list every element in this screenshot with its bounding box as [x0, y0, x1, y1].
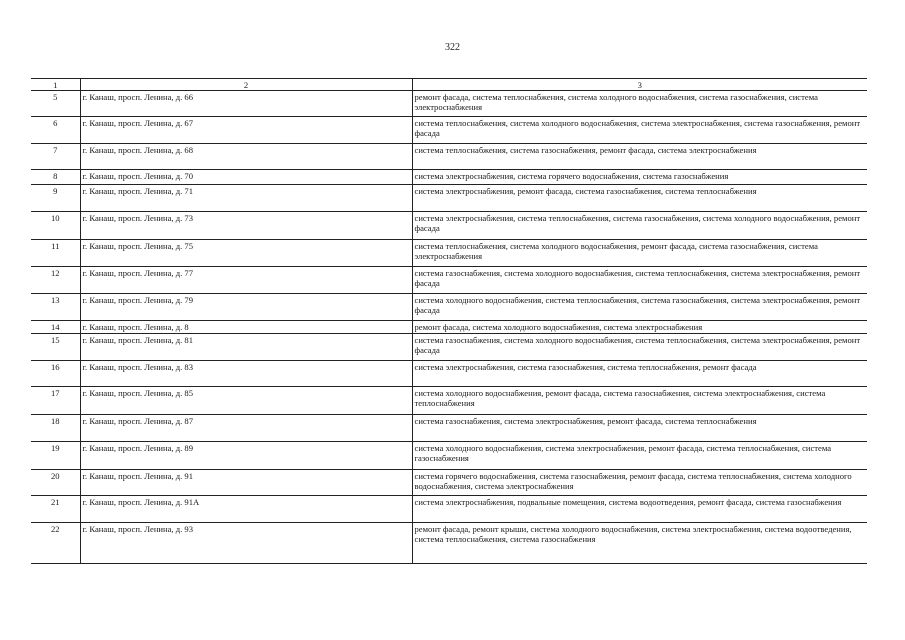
row-works: система холодного водоснабжения, система электроснабжения, ремонт фасада, система теплоснабжения, система газоснабжения — [412, 442, 867, 470]
row-number: 20 — [31, 470, 80, 496]
row-works: система газоснабжения, система холодного водоснабжения, система теплоснабжения, система электроснабжения, ремонт фасада — [412, 267, 867, 294]
row-works: система холодного водоснабжения, ремонт фасада, система газоснабжения, система электроснабжения, система теплоснабжения — [412, 387, 867, 415]
row-works: система горячего водоснабжения, система газоснабжения, ремонт фасада, система теплоснабжения, система холодного водоснабжения, система электроснабжения — [412, 470, 867, 496]
works-table — [31, 78, 867, 564]
row-number: 10 — [31, 212, 80, 240]
row-number: 21 — [31, 496, 80, 523]
row-address: г. Канаш, просп. Ленина, д. 81 — [80, 334, 412, 361]
table-row — [31, 387, 867, 415]
row-works: система холодного водоснабжения, система теплоснабжения, система газоснабжения, система электроснабжения, ремонт фасада — [412, 294, 867, 321]
row-works: система теплоснабжения, система холодного водоснабжения, система электроснабжения, система газоснабжения, ремонт фасада — [412, 117, 867, 144]
row-number: 17 — [31, 387, 80, 415]
row-address: г. Канаш, просп. Ленина, д. 68 — [80, 144, 412, 170]
row-address: г. Канаш, просп. Ленина, д. 87 — [80, 415, 412, 442]
row-address: г. Канаш, просп. Ленина, д. 79 — [80, 294, 412, 321]
row-address: г. Канаш, просп. Ленина, д. 71 — [80, 185, 412, 212]
row-works: система газоснабжения, система холодного водоснабжения, система теплоснабжения, система электроснабжения, ремонт фасада — [412, 334, 867, 361]
row-works: система теплоснабжения, система газоснабжения, ремонт фасада, система электроснабжения — [412, 144, 867, 170]
row-works: ремонт фасада, система холодного водоснабжения, система электроснабжения — [412, 321, 867, 334]
row-works: система газоснабжения, система электроснабжения, ремонт фасада, система теплоснабжения — [412, 415, 867, 442]
row-number: 22 — [31, 523, 80, 564]
row-works: система электроснабжения, ремонт фасада, система газоснабжения, система теплоснабжения — [412, 185, 867, 212]
row-address: г. Канаш, просп. Ленина, д. 75 — [80, 240, 412, 267]
row-number: 5 — [31, 91, 80, 117]
row-number: 15 — [31, 334, 80, 361]
row-number: 6 — [31, 117, 80, 144]
header-col-1: 1 — [31, 79, 80, 91]
header-col-3: 3 — [412, 79, 867, 91]
table-row — [31, 91, 867, 117]
table-row — [31, 294, 867, 321]
table-row — [31, 334, 867, 361]
table-row — [31, 144, 867, 170]
row-address: г. Канаш, просп. Ленина, д. 83 — [80, 361, 412, 387]
table-row — [31, 470, 867, 496]
row-number: 12 — [31, 267, 80, 294]
row-address: г. Канаш, просп. Ленина, д. 66 — [80, 91, 412, 117]
header-row — [31, 79, 867, 91]
table-row — [31, 185, 867, 212]
row-works: система теплоснабжения, система холодного водоснабжения, ремонт фасада, система газоснабжения, система электроснабжения — [412, 240, 867, 267]
table-row — [31, 240, 867, 267]
row-address: г. Канаш, просп. Ленина, д. 77 — [80, 267, 412, 294]
row-number: 16 — [31, 361, 80, 387]
table-row — [31, 117, 867, 144]
row-address: г. Канаш, просп. Ленина, д. 93 — [80, 523, 412, 564]
table-row — [31, 170, 867, 185]
row-address: г. Канаш, просп. Ленина, д. 67 — [80, 117, 412, 144]
header-col-2: 2 — [80, 79, 412, 91]
table-row — [31, 361, 867, 387]
row-works: система электроснабжения, подвальные помещения, система водоотведения, ремонт фасада, система газоснабжения — [412, 496, 867, 523]
table-row — [31, 523, 867, 564]
table-row — [31, 267, 867, 294]
row-address: г. Канаш, просп. Ленина, д. 89 — [80, 442, 412, 470]
row-number: 11 — [31, 240, 80, 267]
row-address: г. Канаш, просп. Ленина, д. 73 — [80, 212, 412, 240]
row-number: 7 — [31, 144, 80, 170]
row-number: 18 — [31, 415, 80, 442]
table-row — [31, 496, 867, 523]
row-works: система электроснабжения, система теплоснабжения, система газоснабжения, система холодного водоснабжения, ремонт фасада — [412, 212, 867, 240]
row-works: система электроснабжения, система газоснабжения, система теплоснабжения, ремонт фасада — [412, 361, 867, 387]
table-row — [31, 415, 867, 442]
row-works: ремонт фасада, система теплоснабжения, система холодного водоснабжения, система газоснабжения, система электроснабжения — [412, 91, 867, 117]
row-works: система электроснабжения, система горячего водоснабжения, система газоснабжения — [412, 170, 867, 185]
row-number: 13 — [31, 294, 80, 321]
row-address: г. Канаш, просп. Ленина, д. 70 — [80, 170, 412, 185]
row-address: г. Канаш, просп. Ленина, д. 91А — [80, 496, 412, 523]
table-row — [31, 442, 867, 470]
row-address: г. Канаш, просп. Ленина, д. 91 — [80, 470, 412, 496]
row-address: г. Канаш, просп. Ленина, д. 8 — [80, 321, 412, 334]
row-number: 8 — [31, 170, 80, 185]
row-works: ремонт фасада, ремонт крыши, система холодного водоснабжения, система электроснабжения, система водоотведения, система теплоснабжения, система газоснабжения — [412, 523, 867, 564]
row-number: 9 — [31, 185, 80, 212]
row-address: г. Канаш, просп. Ленина, д. 85 — [80, 387, 412, 415]
page-number: 322 — [445, 42, 460, 53]
table-row — [31, 321, 867, 334]
table-row — [31, 212, 867, 240]
row-number: 19 — [31, 442, 80, 470]
row-number: 14 — [31, 321, 80, 334]
